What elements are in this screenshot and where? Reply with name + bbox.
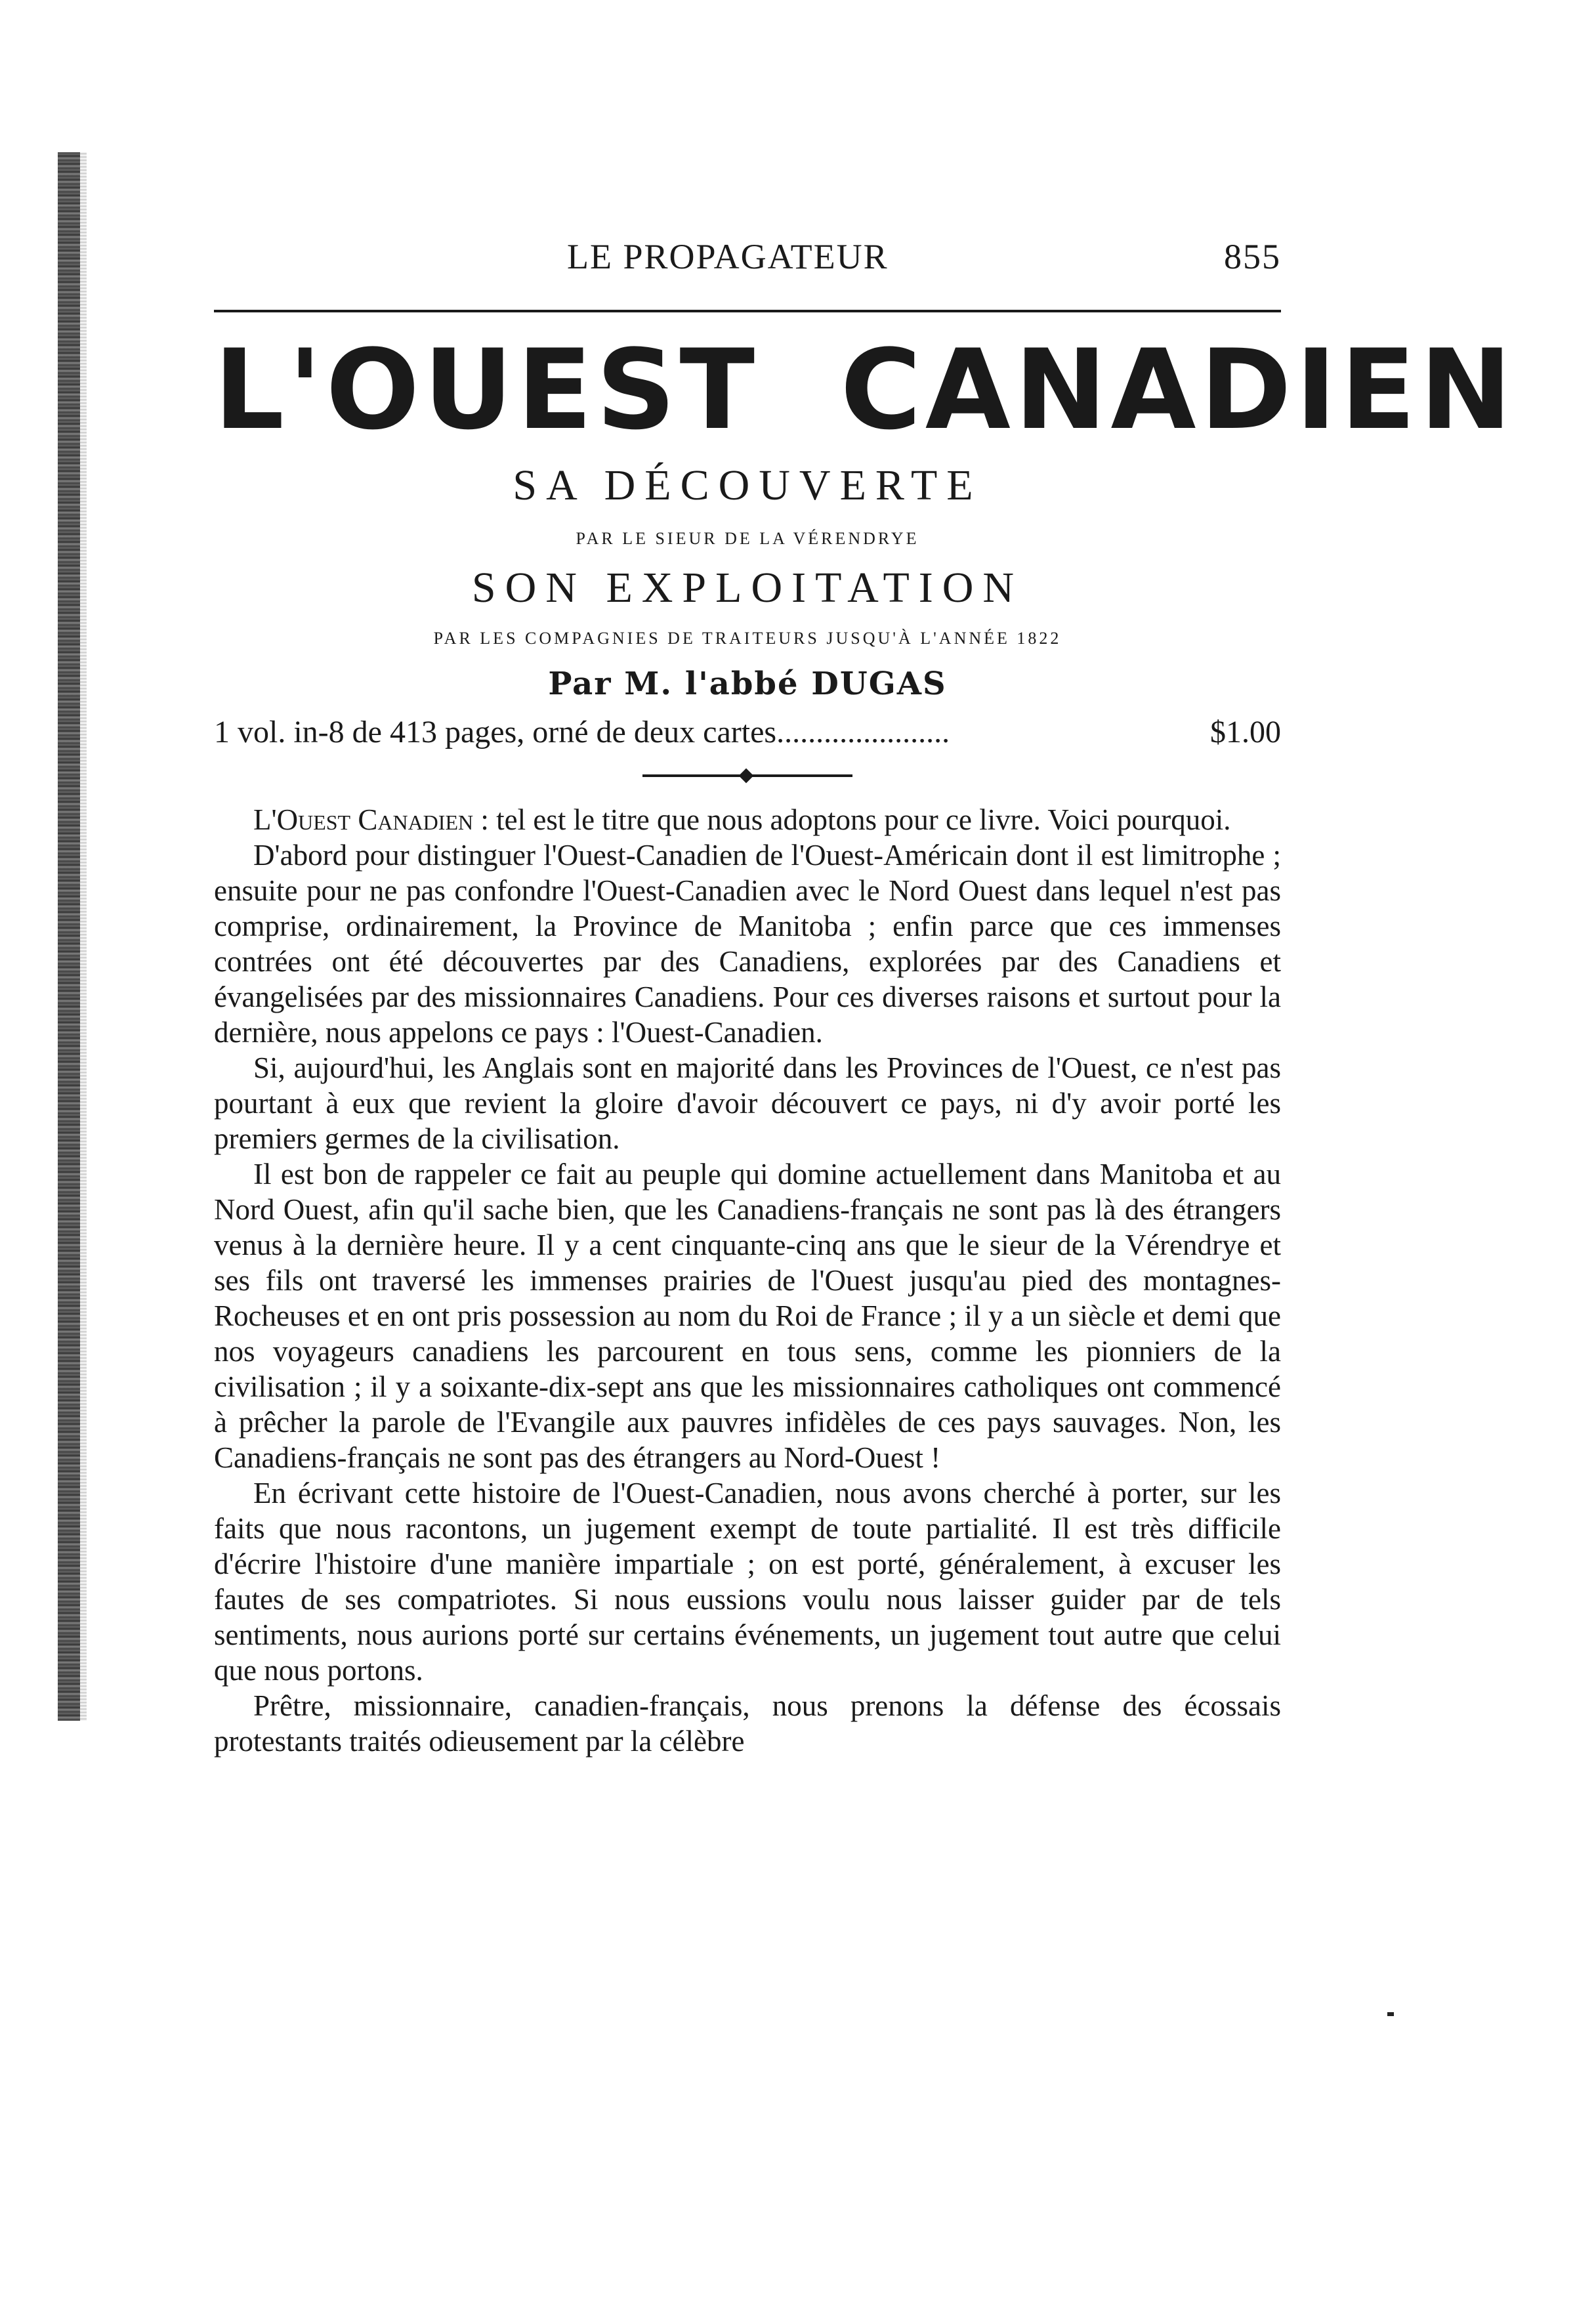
paragraph — [214, 837, 1281, 1050]
volume-price: $1.00 — [1210, 715, 1281, 749]
page-binding-edge — [58, 152, 80, 1721]
main-title: L'OUEST CANADIEN — [214, 326, 1516, 454]
paragraph-text: Prêtre, missionnaire, canadien-français, nous prenons la défense des écossais protestants traités odieusement par la célèbre — [214, 1689, 1281, 1758]
subtitle-discovery: SA DÉCOUVERTE — [513, 461, 982, 509]
paragraph-lead: L'Ouest Canadien — [253, 803, 474, 836]
header-rule — [214, 310, 1281, 312]
paragraph-text: Si, aujourd'hui, les Anglais sont en majorité dans les Provinces de l'Ouest, ce n'est pas pourtant à eux que revient la gloire d'avoir découvert ce pays, ni d'y avoir porté les premiers germes de la civilisation. — [214, 1051, 1281, 1155]
subtitle-discovery-note: PAR LE SIEUR DE LA VÉRENDRYE — [576, 529, 919, 548]
subtitle-exploitation-note: PAR LES COMPAGNIES DE TRAITEURS JUSQU'À L'ANNÉE 1822 — [433, 629, 1062, 648]
ornamental-divider — [642, 774, 852, 777]
volume-description: 1 vol. in-8 de 413 pages, orné de deux cartes...................... — [214, 715, 950, 749]
page-number: 855 — [1224, 237, 1281, 276]
paragraph-text: Il est bon de rappeler ce fait au peuple qui domine actuellement dans Manitoba et au Nord Ouest, afin qu'il sache bien, que les Canadiens-français ne sont pas là des étrangers venus à la dernière heure. Il y a cent cinquante-cinq ans que le sieur de la Vérendrye et ses fils ont traversé les immenses prairies de l'Ouest jusqu'au pied des montagnes-Rocheuses et en ont pris possession au nom du Roi de France ; il y a un siècle et demi que nos voyageurs canadiens les parcourent en tous sens, comme les pionniers de la civilisation ; il y a soixante-dix-sept ans que les missionnaires catholiques ont commencé à prêcher la parole de l'Evangile aux pauvres infidèles de ces pays sauvages. Non, les Canadiens-français ne sont pas des étrangers au Nord-Ouest ! — [214, 1158, 1281, 1474]
article-body — [214, 802, 1281, 1759]
paragraph-text: : tel est le titre que nous adoptons pour ce livre. Voici pourquoi. — [473, 803, 1231, 836]
volume-price-line — [214, 714, 1281, 755]
paragraph-text: En écrivant cette histoire de l'Ouest-Canadien, nous avons cherché à porter, sur les faits que nous racontons, un jugement exempt de toute partialité. Il est très difficile d'écrire l'histoire d'une manière impartiale ; on est porté, généralement, à excuser les fautes de ses compatriotes. Si nous eussions voulu nous laisser guider par de tels sentiments, nous aurions porté sur certains événements, un jugement tout autre que celui que nous portons. — [214, 1477, 1281, 1687]
running-head — [214, 236, 1281, 282]
paragraph — [214, 1050, 1281, 1156]
paragraph-text: D'abord pour distinguer l'Ouest-Canadien de l'Ouest-Américain dont il est limitrophe ; ensuite pour ne pas confondre l'Ouest-Canadien avec le Nord Ouest dans lequel n'est pas comprise, ordinairement, la Province de Manitoba ; enfin parce que ces immenses contrées ont été découvertes par des Canadiens, explorées par des Canadiens et évangelisées par des missionnaires Canadiens. Pour ces diverses raisons et surtout pour la dernière, nous appelons ce pays : l'Ouest-Canadien. — [214, 839, 1281, 1049]
paragraph — [214, 1688, 1281, 1759]
paragraph — [214, 1475, 1281, 1688]
print-speck — [1387, 2012, 1394, 2016]
paragraph — [214, 802, 1281, 837]
paragraph — [214, 1156, 1281, 1475]
book-page — [214, 236, 1516, 1759]
subtitle-exploitation: SON EXPLOITATION — [471, 564, 1024, 612]
running-head-title: LE PROPAGATEUR — [567, 237, 889, 276]
author-line: Par M. l'abbé DUGAS — [548, 665, 947, 702]
